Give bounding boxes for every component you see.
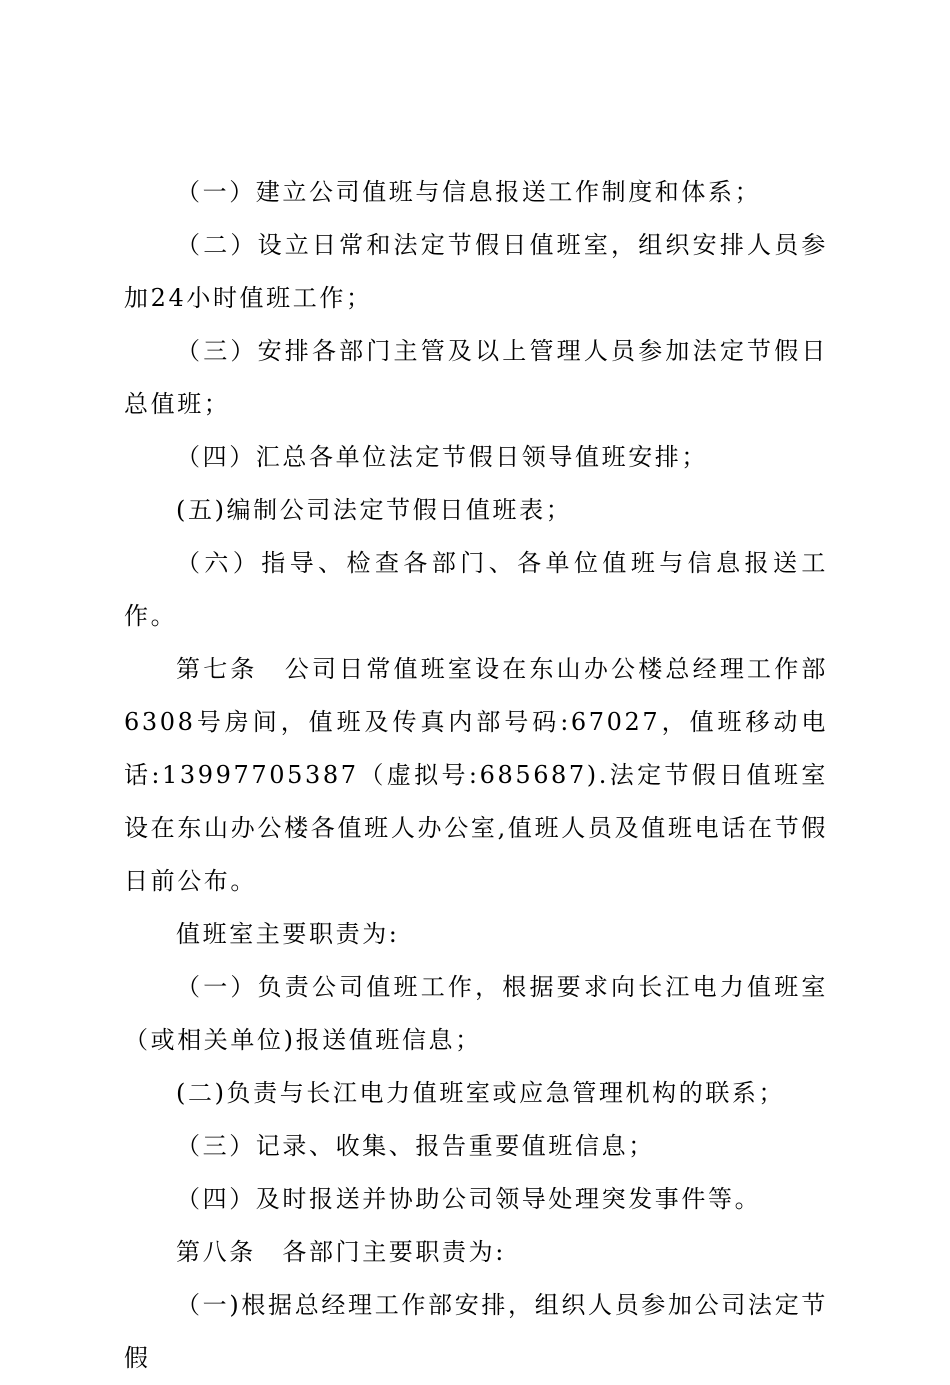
paragraph-9: （一）负责公司值班工作，根据要求向长江电力值班室（或相关单位)报送值班信息； [124,973,828,1054]
paragraph-14: （一)根据总经理工作部安排，组织人员参加公司法定节假 [124,1291,828,1372]
paragraph-11: （三）记录、收集、报告重要值班信息； [176,1132,655,1160]
paragraph-5: (五)编制公司法定节假日值班表； [176,496,573,524]
paragraph-3: （三）安排各部门主管及以上管理人员参加法定节假日总值班； [124,337,828,418]
duty-room-responsibilities-heading: 值班室主要职责为: [176,920,400,948]
article-8-heading: 第八条 各部门主要职责为: [176,1238,506,1266]
paragraph-10: (二)负责与长江电力值班室或应急管理机构的联系； [176,1079,786,1107]
document-body [124,166,828,1385]
paragraph-4: （四）汇总各单位法定节假日领导值班安排； [176,443,708,471]
paragraph-12: （四）及时报送并协助公司领导处理突发事件等。 [176,1185,762,1213]
paragraph-1: （一）建立公司值班与信息报送工作制度和体系； [176,178,762,206]
article-7-paragraph: 第七条 公司日常值班室设在东山办公楼总经理工作部6308号房间，值班及传真内部号码:67027，值班移动电话:13997705387（虚拟号:685687).法定节假日值班室设在东山办公楼各值班人办公室,值班人员及值班电话在节假日前公布。 [124,655,828,895]
paragraph-6: （六）指导、检查各部门、各单位值班与信息报送工作。 [124,549,828,630]
paragraph-2: （二）设立日常和法定节假日值班室，组织安排人员参加24小时值班工作； [124,231,828,312]
